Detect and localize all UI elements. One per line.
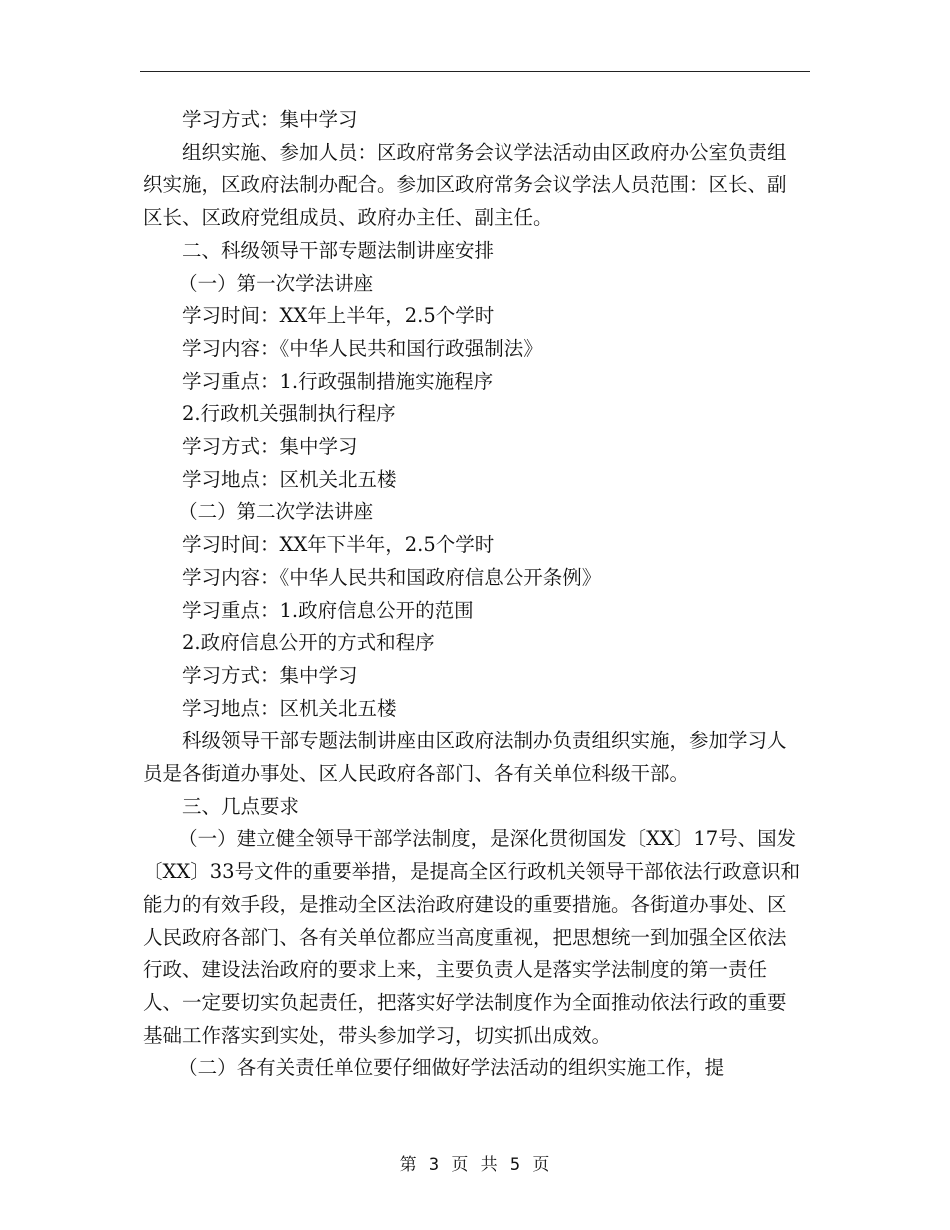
paragraph: 学习地点：区机关北五楼 [182,467,397,491]
paragraph: （二）第二次学法讲座 [178,500,374,524]
paragraph: 学习重点：1.行政强制措施实施程序 [182,369,494,393]
paragraph: 学习地点：区机关北五楼 [182,696,397,720]
paragraph: 2.政府信息公开的方式和程序 [182,631,435,655]
paragraph: 二、科级领导干部专题法制讲座安排 [182,238,495,262]
paragraph: 学习时间：XX年下半年，2.5个学时 [182,533,495,557]
paragraph: 学习方式：集中学习 [182,435,358,459]
paragraph: （二）各有关责任单位要仔细做好学法活动的组织实施工作，提 [178,1056,725,1080]
paragraph: 三、几点要求 [182,794,300,818]
paragraph: 学习内容：《中华人民共和国政府信息公开条例》 [182,565,602,589]
document-body [143,104,803,1085]
paragraph: 2.行政机关强制执行程序 [182,402,396,426]
paragraph: 学习重点：1.政府信息公开的范围 [182,598,474,622]
paragraph: 组织实施、参加人员：区政府常务会议学法活动由区政府办公室负责组织实施，区政府法制办配合。参加区政府常务会议学法人员范围：区长、副区长、区政府党组成员、政府办主任、副主任。 [143,140,787,230]
paragraph: 学习内容：《中华人民共和国行政强制法》 [182,336,543,360]
page-footer: 第 3 页 共 5 页 [399,1155,551,1175]
paragraph: 科级领导干部专题法制讲座由区政府法制办负责组织实施，参加学习人员是各街道办事处、区人民政府各部门、各有关单位科级干部。 [143,729,787,786]
paragraph: （一）建立健全领导干部学法制度，是深化贯彻国发〔XX〕17号、国发〔XX〕33号文件的重要举措，是提高全区行政机关领导干部依法行政意识和能力的有效手段，是推动全区法治政府建设的重要措施。各街道办事处、区人民政府各部门、各有关单位都应当高度重视，把思想统一到加强全区依法行政、建设法治政府的要求上来，主要负责人是落实学法制度的第一责任人、一定要切实负起责任，把落实好学法制度作为全面推动依法行政的重要基础工作落实到实处，带头参加学习，切实抓出成效。 [143,827,801,1047]
paragraph: （一）第一次学法讲座 [178,271,374,295]
paragraph: 学习方式：集中学习 [182,108,358,131]
paragraph: 学习时间：XX年上半年，2.5个学时 [182,304,495,328]
header-rule [140,71,810,72]
paragraph: 学习方式：集中学习 [182,663,358,687]
